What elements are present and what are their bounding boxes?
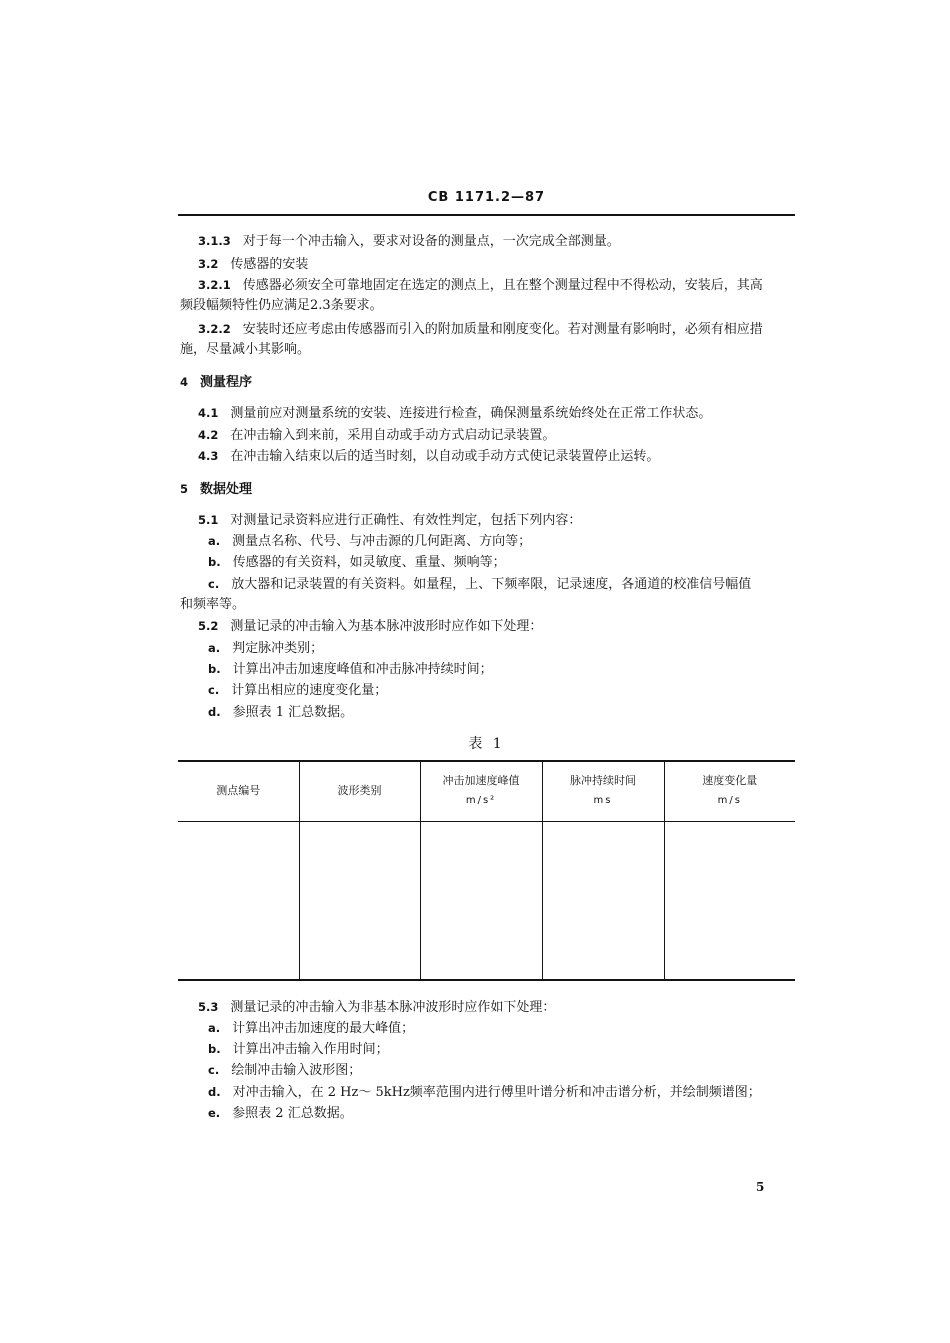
clause-4-2: [198, 426, 555, 445]
clause-text: 对测量记录资料应进行正确性、有效性判定，包括下列内容：: [230, 513, 582, 528]
item-text: 和频率等。: [180, 597, 246, 612]
clause-text: 频段幅频特性仍应满足2.3条要求。: [180, 298, 383, 313]
item-letter: e.: [208, 1106, 221, 1120]
clause-number: 4.3: [198, 449, 219, 463]
clause-number: 4.2: [198, 428, 219, 442]
clause-text: 传感器必须安全可靠地固定在选定的测点上，且在整个测量过程中不得松动，安装后，其高: [242, 278, 763, 293]
item-letter: b.: [208, 662, 221, 676]
item-5-2-d: [208, 703, 353, 722]
clause-text: 在冲击输入到来前，采用自动或手动方式启动记录装置。: [230, 428, 556, 443]
clause-5-3: [198, 998, 555, 1017]
clause-text: 传感器的安装: [230, 257, 309, 272]
table-1-title: 表 1: [468, 736, 505, 752]
clause-number: 5.2: [198, 619, 219, 633]
unit-label: ms: [593, 795, 613, 807]
section-title: 测量程序: [200, 375, 253, 390]
item-letter: a.: [208, 534, 221, 548]
clause-number: 4.1: [198, 406, 219, 420]
item-letter: b.: [208, 555, 221, 569]
clause-number: 3.1.3: [198, 234, 231, 248]
clause-5-1: [198, 511, 581, 530]
table-1: [178, 760, 795, 981]
section-title: 数据处理: [200, 482, 253, 497]
item-5-3-c: [208, 1061, 361, 1080]
column-header-waveform-type: 波形类别: [299, 761, 420, 821]
clause-5-2: [198, 617, 542, 636]
table-header-row: [178, 761, 795, 821]
section-number: 5: [180, 482, 189, 496]
table-row: [178, 821, 795, 980]
column-header-pulse-duration: 脉冲持续时间 ms: [542, 761, 664, 821]
clause-3-2: [198, 255, 308, 274]
item-text: 放大器和记录装置的有关资料。如量程，上、下频率限，记录速度，各通道的校准信号幅值: [231, 577, 752, 592]
item-text: 判定脉冲类别；: [232, 641, 324, 656]
clause-text: 安装时还应考虑由传感器而引入的附加质量和刚度变化。若对测量有影响时，必须有相应措: [242, 322, 763, 337]
table-cell: [664, 821, 795, 980]
clause-3-2-1-continued: [180, 297, 383, 315]
clause-3-2-2-continued: [180, 341, 310, 359]
item-5-3-d: [208, 1083, 761, 1102]
item-text: 计算出冲击加速度峰值和冲击脉冲持续时间；: [232, 662, 493, 677]
clause-number: 3.2.2: [198, 322, 231, 336]
clause-3-2-1: [198, 276, 763, 295]
item-text: 参照表 1 汇总数据。: [232, 705, 354, 720]
unit-label: m/s²: [465, 795, 497, 807]
column-header-velocity-change: 速度变化量 m/s: [664, 761, 795, 821]
table-cell: [542, 821, 664, 980]
table-cell: [178, 821, 299, 980]
unit-label: m/s: [717, 795, 742, 807]
clause-number: 5.3: [198, 1000, 219, 1014]
clause-text: 施，尽量减小其影响。: [180, 342, 311, 357]
section-4-heading: [180, 373, 252, 392]
item-5-3-a: [208, 1019, 414, 1038]
table-cell: [299, 821, 420, 980]
item-text: 计算出相应的速度变化量；: [231, 683, 388, 698]
item-text: 对冲击输入，在 2 Hz～ 5kHz频率范围内进行傅里叶谱分析和冲击谱分析，并绘制频谱图；: [232, 1085, 761, 1100]
clause-text: 测量前应对测量系统的安装、连接进行检查，确保测量系统始终处在正常工作状态。: [230, 406, 712, 421]
header-rule: [178, 214, 795, 216]
clause-4-1: [198, 404, 711, 423]
clause-text: 测量记录的冲击输入为基本脉冲波形时应作如下处理：: [230, 619, 543, 634]
item-5-1-a: [208, 532, 531, 551]
item-letter: d.: [208, 1085, 221, 1099]
clause-number: 5.1: [198, 513, 219, 527]
clause-text: 测量记录的冲击输入为非基本脉冲波形时应作如下处理：: [230, 1000, 556, 1015]
clause-text: 对于每一个冲击输入，要求对设备的测量点，一次完成全部测量。: [242, 234, 620, 249]
item-letter: c.: [208, 1063, 220, 1077]
table-cell: [420, 821, 542, 980]
item-5-3-e: [208, 1104, 353, 1123]
clause-number: 3.2.1: [198, 278, 231, 292]
item-letter: a.: [208, 641, 221, 655]
item-text: 测量点名称、代号、与冲击源的几何距离、方向等；: [232, 534, 532, 549]
item-5-3-b: [208, 1040, 389, 1059]
item-letter: c.: [208, 577, 220, 591]
item-text: 计算出冲击输入作用时间；: [232, 1042, 389, 1057]
item-5-1-c: [208, 575, 751, 594]
item-5-2-a: [208, 639, 323, 658]
item-text: 参照表 2 汇总数据。: [232, 1106, 353, 1121]
column-header-peak-acceleration: 冲击加速度峰值 m/s²: [420, 761, 542, 821]
column-header-point-id: 测点编号: [178, 761, 299, 821]
clause-number: 3.2: [198, 257, 219, 271]
item-letter: d.: [208, 705, 221, 719]
item-letter: a.: [208, 1021, 221, 1035]
page-number: 5: [756, 1180, 765, 1194]
clause-3-1-3: [198, 232, 620, 251]
item-5-1-b: [208, 553, 506, 572]
item-5-1-c-continued: [180, 596, 245, 614]
clause-text: 在冲击输入结束以后的适当时刻，以自动或手动方式使记录装置停止运转。: [230, 449, 660, 464]
item-letter: b.: [208, 1042, 221, 1056]
clause-3-2-2: [198, 320, 763, 339]
item-text: 传感器的有关资料，如灵敏度、重量、频响等；: [232, 555, 506, 570]
clause-4-3: [198, 447, 659, 466]
item-5-2-c: [208, 681, 387, 700]
item-text: 绘制冲击输入波形图；: [231, 1063, 362, 1078]
item-5-2-b: [208, 660, 493, 679]
section-number: 4: [180, 375, 189, 389]
item-text: 计算出冲击加速度的最大峰值；: [232, 1021, 415, 1036]
standard-code-header: CB 1171.2—87: [427, 190, 546, 205]
section-5-heading: [180, 480, 252, 499]
item-letter: c.: [208, 683, 220, 697]
